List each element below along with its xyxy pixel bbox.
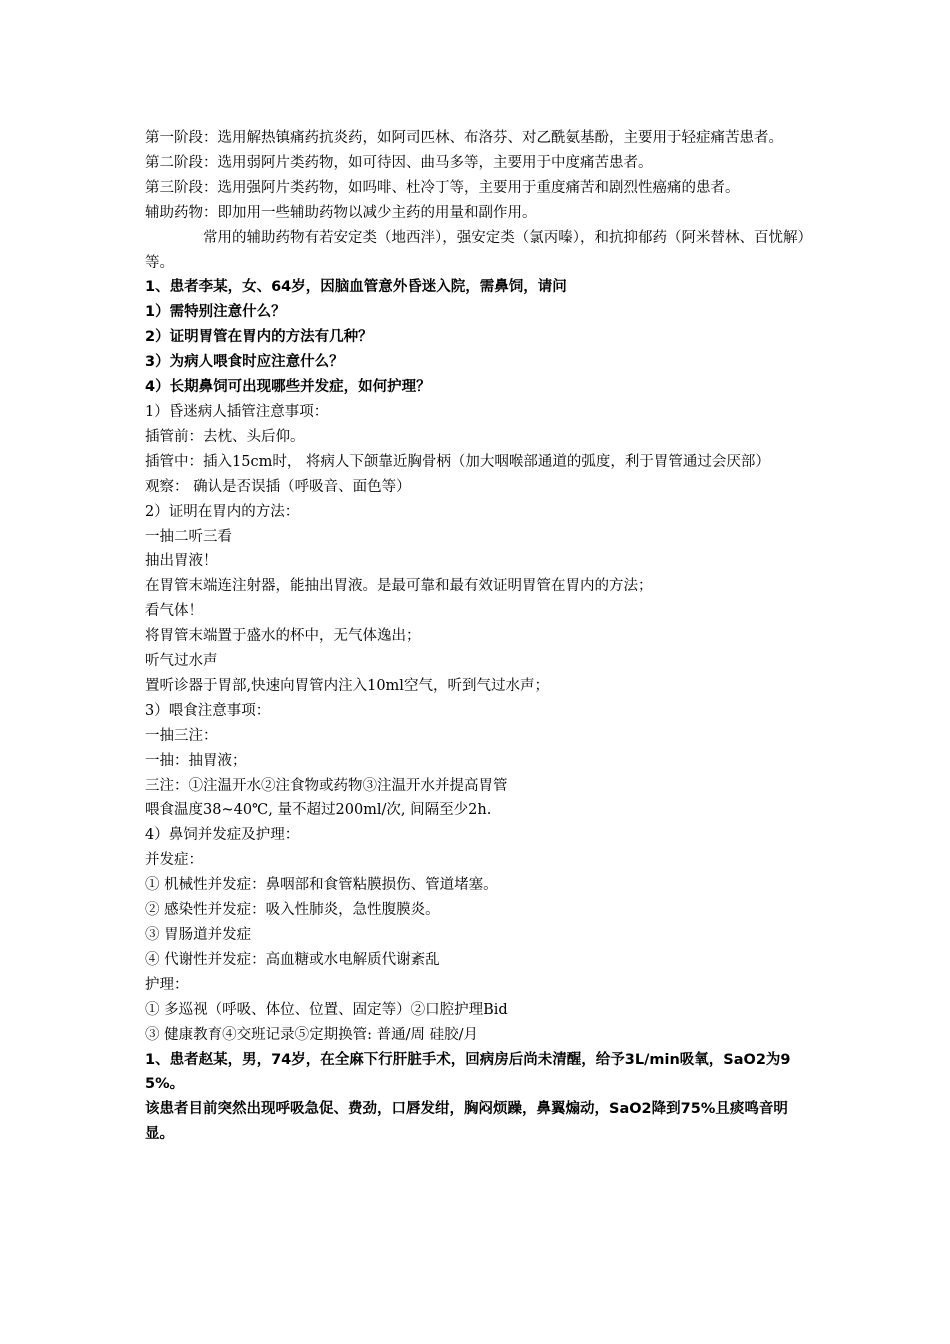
text-line: 插管中：插入15cm时， 将病人下颌靠近胸骨柄（加大咽喉部通道的弧度，利于胃管通过会厌部） bbox=[145, 453, 770, 470]
text-line: 三注：①注温开水②注食物或药物③注温开水并提高胃管 bbox=[145, 777, 508, 794]
text-line: ② 感染性并发症：吸入性肺炎，急性腹膜炎。 bbox=[145, 902, 440, 919]
question-line: 1）需特别注意什么？ bbox=[145, 304, 286, 321]
text-line: 辅助药物：即加用一些辅助药物以减少主药的用量和副作用。 bbox=[145, 204, 537, 221]
question-line: 3）为病人喂食时应注意什么？ bbox=[145, 354, 344, 371]
question-line: 4）长期鼻饲可出现哪些并发症，如何护理？ bbox=[145, 379, 431, 396]
text-line: ① 机械性并发症：鼻咽部和食管粘膜损伤、管道堵塞。 bbox=[145, 877, 498, 894]
text-line: 1）昏迷病人插管注意事项： bbox=[145, 403, 329, 420]
text-line: ④ 代谢性并发症：高血糖或水电解质代谢紊乱 bbox=[145, 951, 440, 968]
text-line: 在胃管末端连注射器，能抽出胃液。是最可靠和最有效证明胃管在胃内的方法； bbox=[145, 578, 653, 595]
text-line: ③ 健康教育④交班记录⑤定期换管: 普通/周 硅胶/月 bbox=[145, 1026, 478, 1043]
text-line: ③ 胃肠道并发症 bbox=[145, 927, 252, 943]
text-line: 一抽二听三看 bbox=[145, 528, 232, 545]
text-line: 护理： bbox=[145, 976, 189, 993]
text-line: 常用的辅助药物有若安定类（地西泮），强安定类（氯丙嗪），和抗抑郁药（阿米替林、百忧解）等。 bbox=[145, 229, 812, 271]
text-line: 将胃管末端置于盛水的杯中，无气体逸出； bbox=[145, 628, 421, 645]
text-line: ① 多巡视（呼吸、体位、位置、固定等）②口腔护理Bid bbox=[145, 1001, 508, 1018]
text-line: 一抽三注： bbox=[145, 727, 218, 744]
text-line: 4）鼻饲并发症及护理： bbox=[145, 827, 300, 844]
question-line: 2）证明胃管在胃内的方法有几种？ bbox=[145, 329, 373, 346]
text-line: 并发症： bbox=[145, 852, 203, 869]
question-line: 该患者目前突然出现呼吸急促、费劲，口唇发绀，胸闷烦躁，鼻翼煽动，SaO2降到75%且痰鸣音明显。 bbox=[145, 1101, 788, 1143]
text-line: 喂食温度38~40℃, 量不超过200ml/次, 间隔至少2h. bbox=[145, 802, 492, 819]
question-line: 1、患者李某，女、64岁，因脑血管意外昏迷入院，需鼻饲，请问 bbox=[145, 279, 567, 296]
document-body bbox=[145, 126, 815, 1147]
text-line: 插管前：去枕、头后仰。 bbox=[145, 428, 305, 445]
text-line: 观察： 确认是否误插（呼吸音、面色等） bbox=[145, 478, 411, 495]
text-line: 看气体！ bbox=[145, 603, 203, 620]
text-line: 第三阶段：选用强阿片类药物，如吗啡、杜冷丁等，主要用于重度痛苦和剧烈性癌痛的患者。 bbox=[145, 179, 740, 196]
text-line: 置听诊器于胃部,快速向胃管内注入10ml空气，听到气过水声； bbox=[145, 677, 549, 694]
text-line: 一抽：抽胃液； bbox=[145, 752, 247, 769]
text-line: 3）喂食注意事项： bbox=[145, 702, 271, 719]
text-line: 第二阶段：选用弱阿片类药物，如可待因、曲马多等，主要用于中度痛苦患者。 bbox=[145, 154, 653, 171]
text-line: 听气过水声 bbox=[145, 653, 218, 670]
text-line: 2）证明在胃内的方法： bbox=[145, 503, 300, 520]
text-line: 第一阶段：选用解热镇痛药抗炎药，如阿司匹林、布洛芬、对乙酰氨基酚，主要用于轻症痛苦患者。 bbox=[145, 130, 783, 146]
question-line: 1、患者赵某，男，74岁，在全麻下行肝脏手术，回病房后尚未清醒，给予3L/min吸氧，SaO2为95%。 bbox=[145, 1051, 791, 1093]
text-line: 抽出胃液！ bbox=[145, 553, 218, 570]
